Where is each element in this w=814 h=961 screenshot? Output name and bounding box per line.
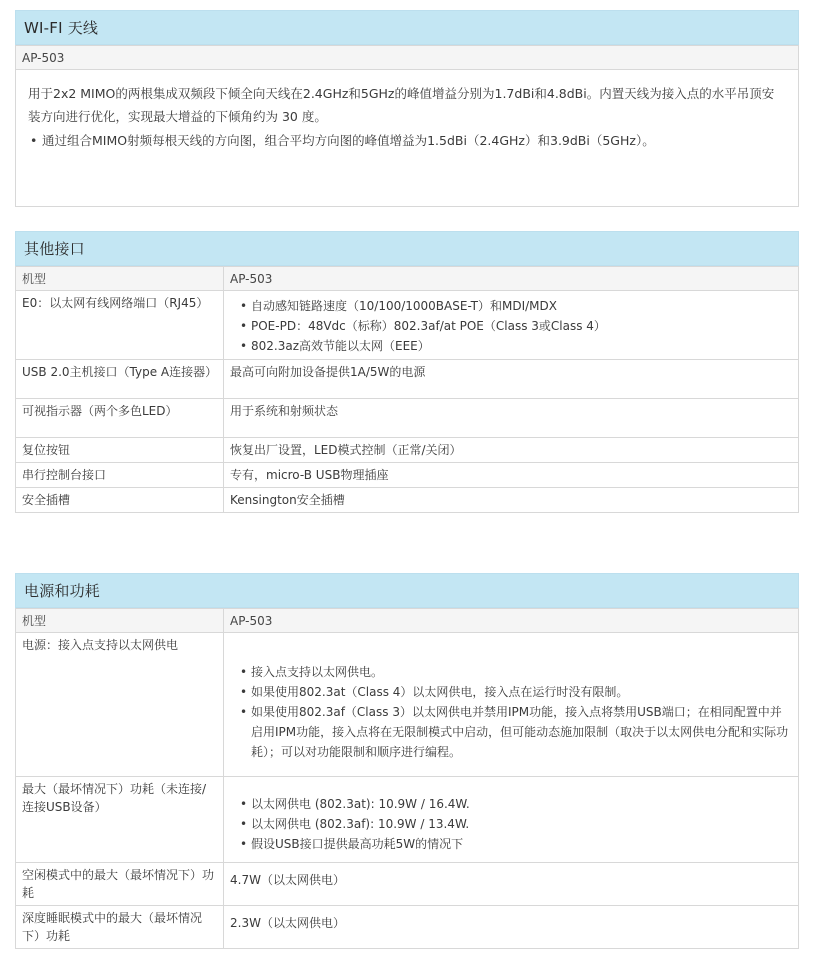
table-row-power-source [16,633,799,777]
wifi-description-list [30,129,786,152]
table-row-max-consumption [16,777,799,863]
spec-value: 2.3W（以太网供电） [224,906,799,949]
list-item: • 自动感知链路速度（10/100/1000BASE-T）和MDI/MDX [240,296,791,316]
power-title: 电源和功耗 [24,582,101,600]
list-item: • POE-PD：48Vdc（标称）802.3af/at POE（Class 3或Class 4） [240,316,791,336]
wifi-model-row [16,46,799,70]
spec-label: 空闲模式中的最大（最坏情况下）功耗 [16,863,224,906]
spec-value: Kensington安全插槽 [224,488,799,513]
spec-label: 串行控制台接口 [16,463,224,488]
spec-label: 可视指示器（两个多色LED） [16,399,224,438]
spec-value: 专有，micro-B USB物理插座 [224,463,799,488]
table-row-led-indicators [16,399,799,438]
table-row-usb-port [16,360,799,399]
section-power-consumption [15,573,799,949]
spec-value: 用于系统和射频状态 [224,399,799,438]
spec-label: 复位按钮 [16,438,224,463]
spec-value-cell [224,291,799,360]
spec-value: 4.7W（以太网供电） [224,863,799,906]
other-interfaces-title: 其他接口 [24,240,85,258]
other-interfaces-header [15,231,799,266]
power-source-list [230,662,791,762]
spec-value: 最高可向附加设备提供1A/5W的电源 [224,360,799,399]
power-header [15,573,799,608]
table-row-reset-button [16,438,799,463]
section-wifi-antenna [15,10,799,207]
wifi-antenna-header [15,10,799,45]
spec-value-cell [224,633,799,777]
table-row-deepsleep-consumption [16,906,799,949]
wifi-description-bullet: • 通过组合MIMO射频每根天线的方向图，组合平均方向图的峰值增益为1.5dBi（2.4GHz）和3.9dBi（5GHz）。 [30,129,786,152]
ethernet-feature-list [230,296,791,356]
list-item: • 假设USB接口提供最高功耗5W的情况下 [240,834,791,854]
list-item: • 以太网供电 (802.3af): 10.9W / 13.4W. [240,814,791,834]
model-column-label: 机型 [16,267,224,291]
table-row-serial-console [16,463,799,488]
spec-value: 恢复出厂设置，LED模式控制（正常/关闭） [224,438,799,463]
wifi-model-value: AP-503 [16,46,799,70]
max-consumption-list [230,794,791,854]
interfaces-model-row [16,267,799,291]
table-row-ethernet-port [16,291,799,360]
section-other-interfaces [15,231,799,513]
list-item: • 接入点支持以太网供电。 [240,662,791,682]
spec-label: 安全插槽 [16,488,224,513]
list-item: • 以太网供电 (802.3at): 10.9W / 16.4W. [240,794,791,814]
other-interfaces-table [15,266,799,513]
spec-label: 深度睡眠模式中的最大（最坏情况下）功耗 [16,906,224,949]
power-model-value: AP-503 [224,609,799,633]
wifi-description-paragraph: 用于2x2 MIMO的两根集成双频段下倾全向天线在2.4GHz和5GHz的峰值增益分别为1.7dBi和4.8dBi。内置天线为接入点的水平吊顶安装方向进行优化，实现最大增益的下倾角约为 30 度。 [28,86,775,124]
list-item: • 如果使用802.3at（Class 4）以太网供电，接入点在运行时没有限制。 [240,682,791,702]
spec-label: USB 2.0主机接口（Type A连接器） [16,360,224,399]
power-model-row [16,609,799,633]
table-row-idle-consumption [16,863,799,906]
list-item: • 802.3az高效节能以太网（EEE） [240,336,791,356]
power-table [15,608,799,949]
spec-label: 电源：接入点支持以太网供电 [16,633,224,777]
spec-label: 最大（最坏情况下）功耗（未连接/连接USB设备） [16,777,224,863]
table-row-security-slot [16,488,799,513]
spec-label: E0：以太网有线网络端口（RJ45） [16,291,224,360]
spec-value-cell [224,777,799,863]
wifi-description-row [16,70,799,207]
wifi-antenna-table [15,45,799,207]
wifi-description-cell [16,70,799,207]
list-item: • 如果使用802.3af（Class 3）以太网供电并禁用IPM功能，接入点将禁用USB端口；在相同配置中并启用IPM功能，接入点将在无限制模式中启动，但可能动态施加限制（取决于以太网供电分配和实际功耗）；可以对功能限制和顺序进行编程。 [240,702,791,762]
model-column-label: 机型 [16,609,224,633]
wifi-antenna-title: WI-FI 天线 [24,19,99,37]
interfaces-model-value: AP-503 [224,267,799,291]
